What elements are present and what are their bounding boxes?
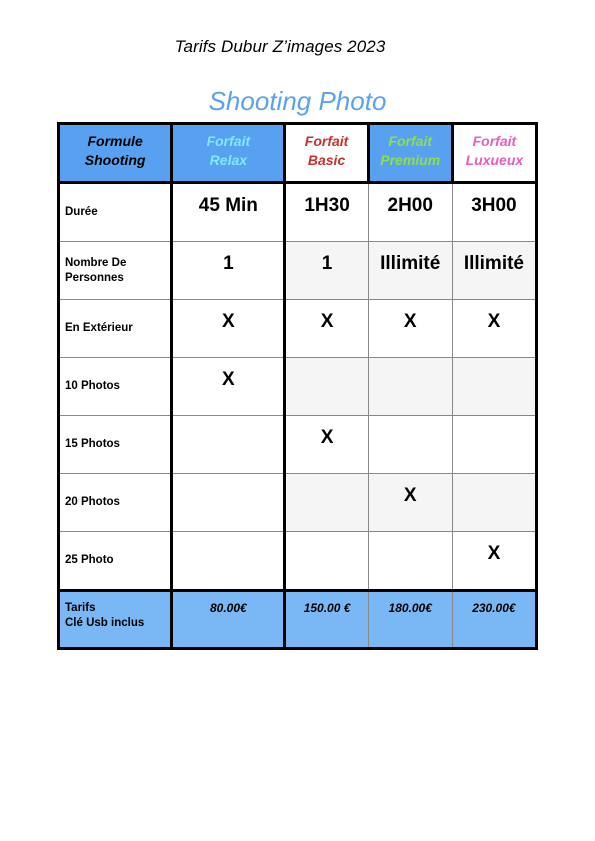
price-cell-premium <box>368 591 452 649</box>
cell-value <box>369 416 452 427</box>
value-cell <box>368 416 452 474</box>
header-forfait-basic <box>285 124 368 183</box>
cell-value: X <box>222 311 235 332</box>
header-line: Premium <box>380 152 441 168</box>
value-cell <box>172 474 285 532</box>
header-line: Formule <box>87 133 143 149</box>
value-cell <box>285 242 368 300</box>
header-line: Relax <box>209 152 248 168</box>
cell-value: X <box>403 311 417 332</box>
table-footer-row <box>59 591 537 649</box>
footer-label: Clé Usb inclus <box>65 617 145 629</box>
header-line: Shooting <box>84 152 146 168</box>
cell-value <box>173 532 283 543</box>
cell-value: X <box>487 543 501 564</box>
header-forfait-premium <box>368 124 452 183</box>
row-label: 15 Photos <box>65 438 120 450</box>
value-cell <box>172 358 285 416</box>
header-line: Basic <box>307 152 346 168</box>
price-value: 180.00€ <box>388 601 432 615</box>
price-value: 230.00€ <box>472 601 516 615</box>
cell-value: 45 Min <box>198 195 258 216</box>
row-label-cell <box>59 300 172 358</box>
header-formule-shooting <box>59 124 172 183</box>
value-cell <box>285 532 368 591</box>
value-cell <box>285 358 368 416</box>
value-cell <box>452 358 536 416</box>
row-label: Durée <box>65 206 98 218</box>
header-line: Forfait <box>388 133 432 149</box>
cell-value: 1 <box>321 253 333 274</box>
value-cell <box>368 183 452 242</box>
cell-value: X <box>222 369 235 390</box>
value-cell <box>368 358 452 416</box>
cell-value: 1H30 <box>304 195 350 216</box>
row-label: 10 Photos <box>65 380 120 392</box>
price-cell-basic <box>285 591 368 649</box>
row-label-cell <box>59 416 172 474</box>
cell-value: X <box>487 311 501 332</box>
row-label: Nombre De <box>65 257 127 269</box>
price-value: 80.00€ <box>210 601 247 615</box>
document-title <box>0 37 560 57</box>
table-row <box>59 300 537 358</box>
value-cell <box>172 532 285 591</box>
cell-value <box>453 358 535 369</box>
cell-value: X <box>320 311 334 332</box>
cell-value <box>286 358 367 369</box>
footer-label-cell <box>59 591 172 649</box>
row-label-cell <box>59 183 172 242</box>
row-label-cell <box>59 532 172 591</box>
table-row <box>59 358 537 416</box>
table-header-row <box>59 124 537 183</box>
cell-value: 1 <box>223 253 234 274</box>
value-cell <box>368 300 452 358</box>
row-label-cell <box>59 358 172 416</box>
cell-value <box>453 474 535 485</box>
pricing-table <box>57 122 538 650</box>
cell-value: 3H00 <box>471 195 517 216</box>
value-cell <box>172 416 285 474</box>
cell-value: Illimité <box>380 253 441 274</box>
value-cell <box>172 242 285 300</box>
row-label-cell <box>59 242 172 300</box>
value-cell <box>285 300 368 358</box>
value-cell <box>452 242 536 300</box>
row-label-cell <box>59 474 172 532</box>
header-line: Forfait <box>472 133 517 149</box>
cell-value: Illimité <box>463 253 524 274</box>
value-cell <box>452 474 536 532</box>
cell-value <box>453 416 535 427</box>
header-line: Forfait <box>304 133 349 149</box>
value-cell <box>285 183 368 242</box>
price-cell-luxueux <box>452 591 536 649</box>
header-forfait-relax <box>172 124 285 183</box>
value-cell <box>172 300 285 358</box>
footer-label: Tarifs <box>65 602 96 614</box>
value-cell <box>368 532 452 591</box>
cell-value: 2H00 <box>387 195 433 216</box>
value-cell <box>452 416 536 474</box>
table-row <box>59 242 537 300</box>
cell-value <box>173 416 283 427</box>
table-row <box>59 416 537 474</box>
row-label: Personnes <box>65 272 124 284</box>
cell-value <box>173 474 283 485</box>
cell-value <box>286 532 367 543</box>
table-row <box>59 532 537 591</box>
value-cell <box>368 242 452 300</box>
cell-value: X <box>320 427 334 448</box>
value-cell <box>285 474 368 532</box>
value-cell <box>368 474 452 532</box>
cell-value: X <box>403 485 417 506</box>
value-cell <box>452 300 536 358</box>
value-cell <box>452 183 536 242</box>
price-cell-relax <box>172 591 285 649</box>
cell-value <box>369 358 452 369</box>
header-forfait-luxueux <box>452 124 536 183</box>
table-row <box>59 474 537 532</box>
value-cell <box>285 416 368 474</box>
cell-value <box>369 532 452 543</box>
section-title: Shooting Photo <box>208 86 387 116</box>
table-row <box>59 183 537 242</box>
header-line: Luxueux <box>465 152 524 168</box>
row-label: 20 Photos <box>65 496 120 508</box>
cell-value <box>286 474 367 485</box>
row-label: 25 Photo <box>65 554 114 566</box>
value-cell <box>452 532 536 591</box>
row-label: En Extérieur <box>65 322 133 334</box>
price-value: 150.00 € <box>303 601 351 615</box>
value-cell <box>172 183 285 242</box>
header-line: Forfait <box>206 133 251 149</box>
document-title-text: Tarifs Dubur Z’images 2023 <box>174 37 386 56</box>
